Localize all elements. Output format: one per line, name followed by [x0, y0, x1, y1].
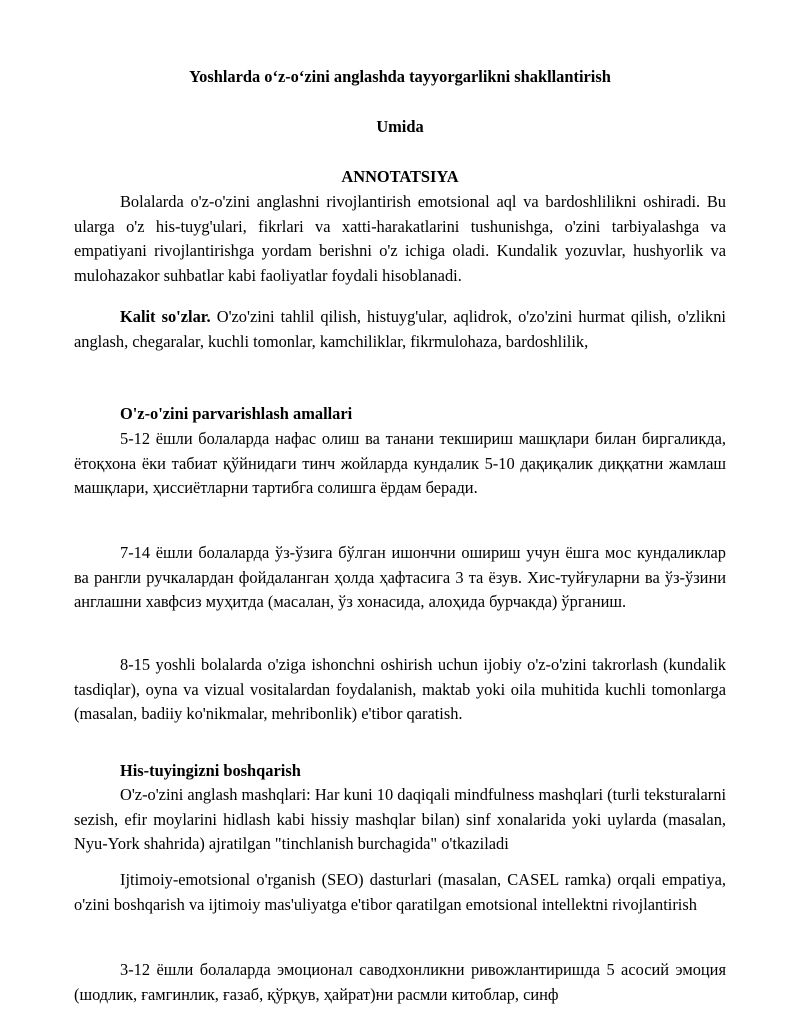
section-heading-emotion-management: His-tuyingizni boshqarish	[120, 761, 301, 780]
body-paragraph: 5-12 ёшли болаларда нафас олиш ва танани текшириш машқлари билан биргаликда, ётоқхона ёки табиат қўйнидаги тинч жойларда кундалик 5-10 дақиқалик диққатни жамлаш машқлари, ҳиссиётларни тартибга солишга ёрдам беради.	[74, 429, 726, 498]
body-paragraph: 7-14 ёшли болаларда ўз-ўзига бўлган ишончни ошириш учун ёшга мос кундаликлар ва рангли ручкалардан фойдаланган ҳолда ҳафтасига 3 та ёзув. Хис-туйғуларни ва ўз-ўзини англашни хавфсиз муҳитда (масалан, ўз хонасида, алоҳида бурчакда) ўрганиш.	[74, 543, 726, 612]
body-paragraph: Ijtimoiy-emotsional o'rganish (SEO) dasturlari (masalan, CASEL ramka) orqali empatiya, o'zini boshqarish va ijtimoiy mas'uliyatga e'tibor qaratilgan emotsional intellektni rivojlantirish	[74, 870, 726, 914]
author-name: Umida	[376, 117, 424, 136]
body-paragraph: 3-12 ёшли болаларда эмоционал саводхонликни ривожлантиришда 5 асосий эмоция (шодлик, ғамгинлик, ғазаб, қўрқув, ҳайрат)ни расмли китоблар, синф	[74, 960, 726, 1004]
section-heading-self-care: O'z-o'zini parvarishlash amallari	[120, 404, 353, 423]
body-paragraph: 8-15 yoshli bolalarda o'ziga ishonchni oshirish uchun ijobiy o'z-o'zini takrorlash (kundalik tasdiqlar), oyna va vizual vositalardan foydalanish, maktab yoki oila muhitida kuchli tomonlarga (masalan, badiiy ko'nikmalar, mehribonlik) e'tibor qaratish.	[74, 655, 726, 724]
keywords-paragraph	[74, 305, 726, 354]
body-paragraph: O'z-o'zini anglash mashqlari: Har kuni 10 daqiqali mindfulness mashqlari (turli teksturalarni sezish, efir moylarini hidlash kabi hissiy mashqlar bilan) sinf xonalarida yoki uylarda (masalan, Nyu-York shahrida) ajratilgan "tinchlanish burchagida" o'tkaziladi	[74, 785, 726, 854]
document-title: Yoshlarda o‘z-o‘zini anglashda tayyorgarlikni shakllantirish	[189, 67, 611, 86]
annotation-heading: ANNOTATSIYA	[341, 167, 459, 186]
keywords-label: Kalit so'zlar.	[120, 307, 211, 326]
annotation-paragraph: Bolalarda o'z-o'zini anglashni rivojlantirish emotsional aql va bardoshlilikni oshiradi. Bu ularga o'z his-tuyg'ulari, fikrlari va xatti-harakatlarini tushunishga, o'zini tarbiyalashga va empatiyani rivojlantirishga yordam berishni o'z ichiga oladi. Kundalik yozuvlar, hushyorlik va mulohazakor suhbatlar kabi faoliyatlar foydali hisoblanadi.	[74, 192, 726, 285]
keywords-text: O'zo'zini tahlil qilish, histuyg'ular, aqlidrok, o'zo'zini hurmat qilish, o'zlikni anglash, chegaralar, kuchli tomonlar, kamchiliklar, fikrmulohaza, bardoshlilik,	[74, 307, 726, 351]
